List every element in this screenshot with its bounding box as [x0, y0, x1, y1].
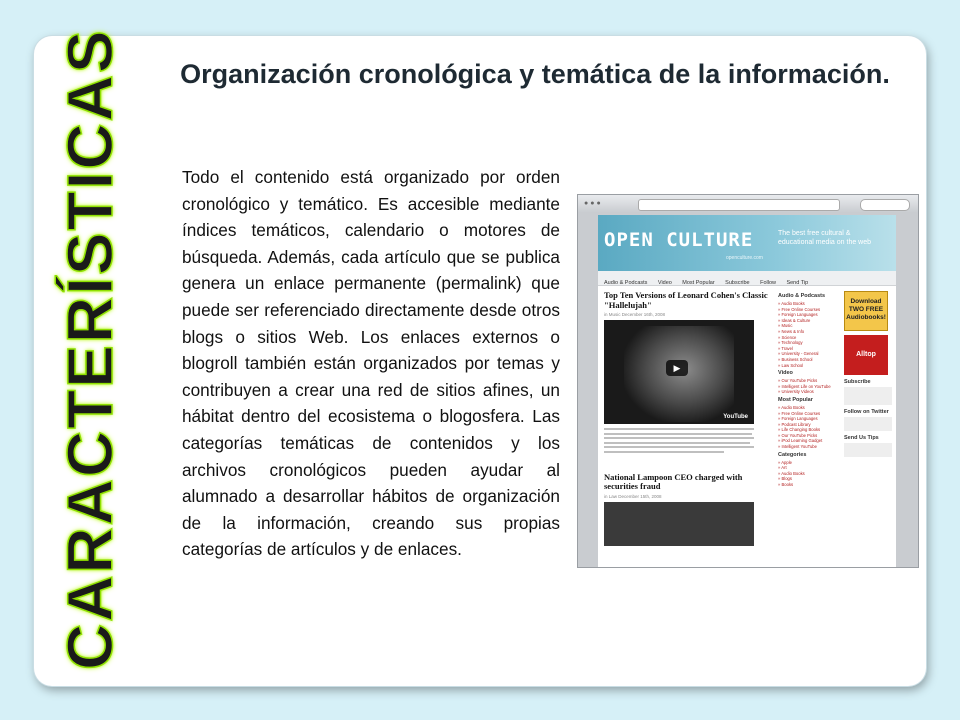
post-text-lines [604, 428, 772, 453]
sidebar-link: » Life Changing Books [778, 427, 821, 433]
sidebar-link: » Science [778, 334, 797, 340]
sidebar-link: » iPod Learning Gadget [778, 438, 823, 444]
sidebar-link: » Foreign Languages [778, 416, 818, 422]
post-title: Top Ten Versions of Leonard Cohen's Classic "Hallelujah" [604, 290, 768, 310]
blog-page [598, 215, 896, 568]
sidebar-link: » Apple [778, 459, 792, 465]
sidebar-link: » Music [778, 323, 793, 329]
sidebar-list [778, 460, 840, 488]
sidebar-link: » Foreign Languages [778, 312, 818, 318]
sidebar-link: » News & Info [778, 328, 805, 334]
blog-logo-sub: openculture.com [726, 255, 763, 261]
post-title: National Lampoon CEO charged with securities fraud [604, 471, 743, 491]
sidebar-link: » Books [778, 482, 794, 488]
sidebar-link: » Our YouTube Picks [778, 432, 818, 438]
tips-box [844, 435, 892, 457]
nav-item: Follow [760, 280, 776, 286]
youtube-logo: YouTube [723, 414, 748, 420]
twitter-box [844, 409, 892, 431]
sidebar-link: » Intelligent Life on YouTube [778, 383, 831, 389]
blog-header [598, 215, 896, 271]
blog-main-column [604, 291, 772, 546]
sidebar-link: » Free Online Courses [778, 410, 821, 416]
video-thumbnail [604, 502, 754, 546]
sidebar-heading: Video [778, 370, 793, 377]
blog-logo: OPEN CULTURE [604, 229, 754, 251]
nav-item: Send Tip [786, 280, 809, 286]
blog-screenshot [577, 194, 919, 568]
vertical-title: CARACTERÍSTICAS [54, 28, 126, 670]
sidebar-link: » Audio Books [778, 301, 805, 306]
sidebar-link: » Intelligent YouTube [778, 444, 817, 450]
blog-sidebar [778, 291, 840, 488]
post-meta: in Music December 16th, 2008 [604, 312, 666, 317]
sidebar-heading: Categories [778, 451, 807, 458]
tips-text [844, 443, 892, 457]
sidebar-link: » Travel [778, 345, 793, 351]
subscribe-box [844, 379, 892, 405]
sidebar-heading: Audio & Podcasts [778, 293, 826, 299]
post-meta: in Law December 15th, 2008 [604, 493, 662, 499]
sidebar-link: » Podcast Library [778, 421, 811, 427]
audiobooks-ad: Download TWO FREE Audiobooks! [844, 291, 888, 331]
sidebar-link: » Business School [778, 356, 813, 362]
blog-tagline: The best free cultural & educational media on the web [778, 230, 872, 246]
blog-nav [598, 271, 896, 286]
tips-heading: Send Us Tips [844, 435, 879, 441]
blog-right-column [844, 291, 892, 457]
alltop-badge: Alltop [844, 335, 888, 375]
nav-item: Video [657, 280, 672, 286]
sidebar-link: » University Videos [778, 389, 814, 395]
sidebar-link: » Technology [778, 340, 803, 346]
slide-body-text: Todo el contenido está organizado por orden cronológico y temático. Es accesible mediante índices temáticos, calendario o motores de búsqueda. Además, cada artículo que se publica genera un enlace permanente (permalink) que puede ser referenciado directamente desde otros blogs o sitios Web. Los enlaces externos o blogroll también están organizados por temas y contribuyen a crear una red de sitios afines, un hábitat dentro del ecosistema o blogosfera. Las categorías temáticas de contenidos y los archivos cronológicos pueden ayudar al alumnado a desarrollar hábitos de organización de la información, creando sus propias categorías de artículos y de enlaces. [182, 167, 560, 560]
nav-item: Most Popular [682, 280, 715, 286]
sidebar-list [778, 405, 840, 450]
sidebar-link: » Our YouTube Picks [778, 378, 818, 384]
sidebar-link: » Audio Books [778, 404, 805, 410]
nav-item: Subscribe [725, 280, 750, 286]
window-controls-icon: ●●● [584, 200, 603, 207]
sidebar-link: » Law School [778, 362, 804, 368]
twitter-heading: Follow on Twitter [844, 409, 889, 415]
address-bar [638, 199, 840, 211]
sidebar-link: » Free Online Courses [778, 306, 821, 312]
sidebar-heading: Most Popular [778, 396, 813, 403]
video-thumbnail [604, 320, 754, 424]
sidebar-list [778, 301, 840, 368]
sidebar-link: » Audio Books [778, 470, 805, 476]
sidebar-link: » Ideas & Culture [778, 317, 811, 323]
sidebar-list [778, 378, 840, 395]
play-icon: ▶ [666, 360, 688, 376]
subscribe-heading: Subscribe [844, 379, 871, 385]
subscribe-text [844, 387, 892, 405]
browser-search-box [860, 199, 910, 211]
nav-item: Audio & Podcasts [604, 280, 648, 286]
sidebar-link: » University - General [778, 351, 819, 357]
browser-toolbar [578, 195, 918, 213]
slide-title: Organización cronológica y temática de la información. [180, 59, 890, 89]
twitter-text [844, 417, 892, 431]
sidebar-link: » Blogs [778, 476, 792, 482]
sidebar-link: » Art [778, 465, 787, 471]
